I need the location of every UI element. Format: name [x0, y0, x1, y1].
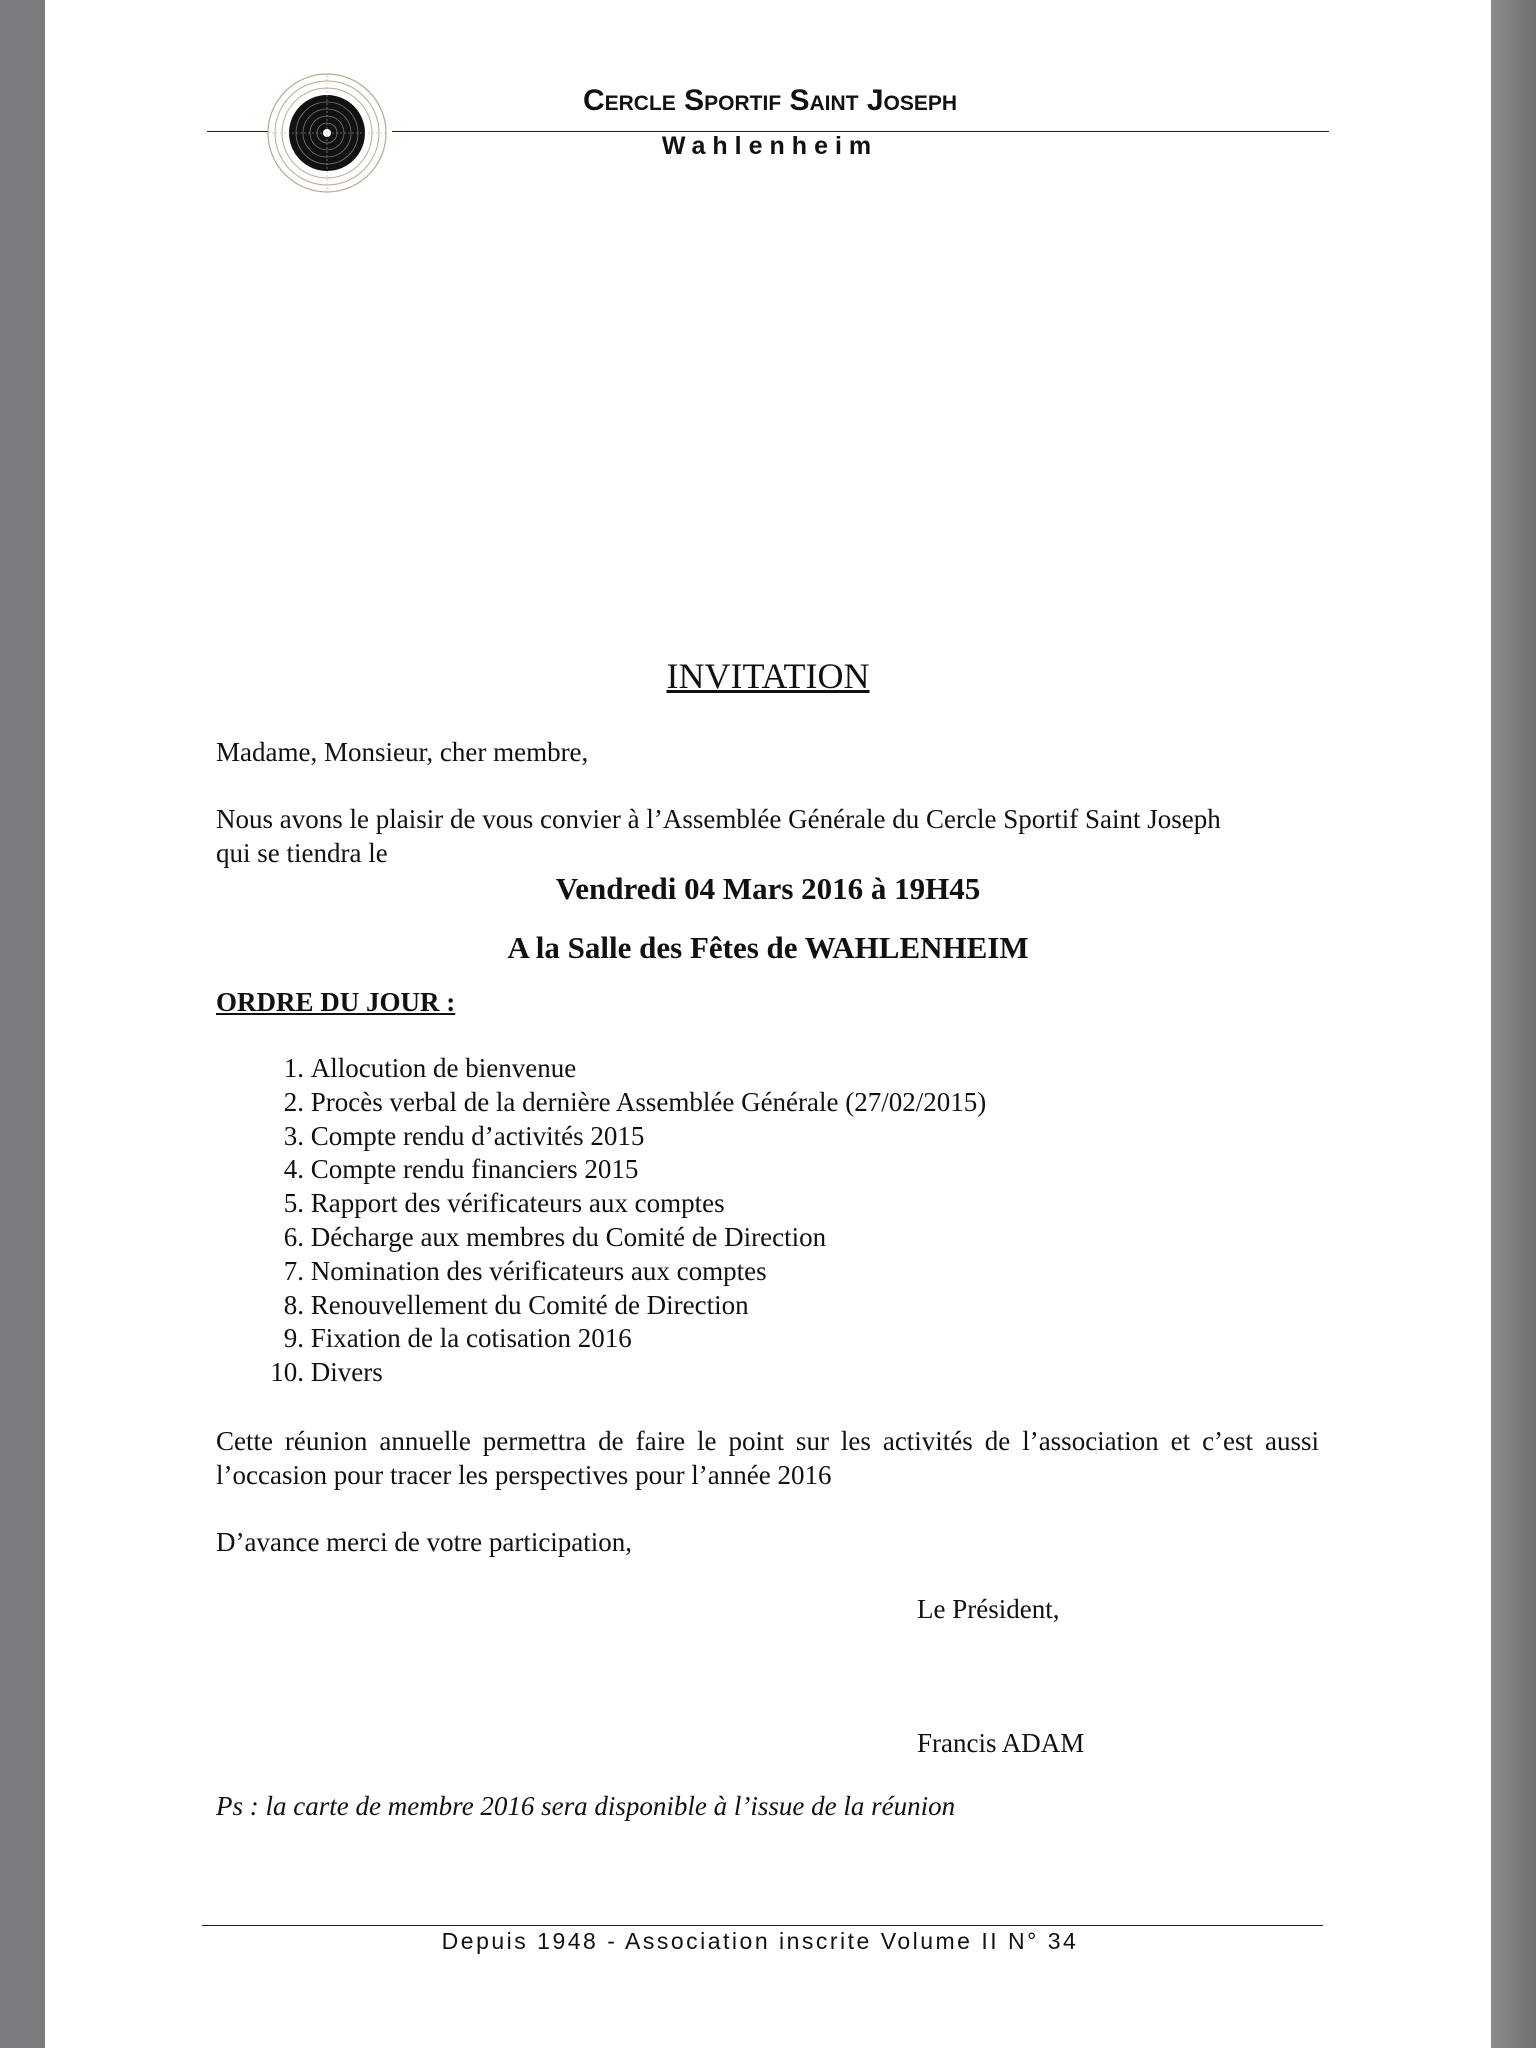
agenda-item-text: Procès verbal de la dernière Assemblée Générale (27/02/2015) — [310, 1086, 987, 1117]
agenda-item-number: 7. — [283, 1255, 304, 1286]
intro-line-1: Nous avons le plaisir de vous convier à l’Assemblée Générale du Cercle Sportif Saint Joseph — [216, 804, 1221, 834]
shooting-target-logo-icon — [264, 73, 390, 193]
agenda-item — [216, 1289, 986, 1323]
agenda-item-number: 3. — [283, 1120, 304, 1151]
agenda-item-number: 9. — [283, 1323, 304, 1354]
agenda-item-number: 1. — [283, 1053, 304, 1083]
agenda-list — [216, 1052, 986, 1390]
agenda-item-text: Allocution de bienvenue — [310, 1053, 577, 1083]
event-venue: A la Salle des Fêtes de WAHLENHEIM — [507, 930, 1029, 965]
agenda-item-number: 8. — [283, 1289, 304, 1320]
agenda-item-text: Fixation de la cotisation 2016 — [310, 1323, 632, 1354]
agenda-item — [216, 1322, 986, 1356]
document-page — [45, 0, 1491, 2048]
thanks-line: D’avance merci de votre participation, — [216, 1527, 633, 1557]
header-rule-left — [207, 131, 269, 132]
agenda-item — [216, 1356, 986, 1390]
agenda-item-text: Renouvellement du Comité de Direction — [310, 1289, 749, 1320]
salutation: Madame, Monsieur, cher membre, — [216, 737, 589, 767]
closing-paragraph: Cette réunion annuelle permettra de faire le point sur les activités de l’association et c’est aussi l’occasion pour tracer les perspectives pour l’année 2016 — [216, 1426, 1319, 1490]
agenda-item — [216, 1153, 986, 1187]
signatory-title: Le Président, — [917, 1594, 1060, 1624]
agenda-item-number: 4. — [283, 1154, 304, 1185]
agenda-item-number: 10. — [270, 1357, 304, 1388]
letter-title: INVITATION — [666, 656, 870, 696]
postscript: Ps : la carte de membre 2016 sera disponible à l’issue de la réunion — [216, 1791, 956, 1821]
agenda-heading: ORDRE DU JOUR : — [216, 987, 456, 1017]
agenda-item — [216, 1120, 986, 1154]
agenda-item — [216, 1221, 986, 1255]
agenda-item-text: Compte rendu financiers 2015 — [310, 1154, 639, 1185]
agenda-item-text: Compte rendu d’activités 2015 — [310, 1120, 645, 1151]
footer-text: Depuis 1948 - Association inscrite Volume II N° 34 — [441, 1928, 1079, 1954]
agenda-item-number: 2. — [283, 1086, 304, 1117]
agenda-item-number: 6. — [283, 1221, 304, 1252]
agenda-item-text: Décharge aux membres du Comité de Direction — [310, 1221, 827, 1252]
agenda-item — [216, 1052, 986, 1086]
signatory-name: Francis ADAM — [917, 1728, 1085, 1758]
event-date: Vendredi 04 Mars 2016 à 19H45 — [555, 871, 981, 906]
agenda-item-text: Divers — [310, 1357, 383, 1388]
agenda-item — [216, 1187, 986, 1221]
viewer-background — [1491, 0, 1536, 2048]
agenda-item — [216, 1255, 986, 1289]
footer-rule — [202, 1925, 1323, 1926]
agenda-item-text: Nomination des vérificateurs aux comptes — [310, 1255, 767, 1286]
agenda-item-number: 5. — [283, 1188, 304, 1219]
agenda-item-text: Rapport des vérificateurs aux comptes — [310, 1188, 725, 1219]
intro-line-2: qui se tiendra le — [216, 838, 388, 868]
agenda-item — [216, 1086, 986, 1120]
club-name: Cercle Sportif Saint Joseph — [582, 84, 958, 117]
club-town: Wahlenheim — [661, 132, 879, 160]
